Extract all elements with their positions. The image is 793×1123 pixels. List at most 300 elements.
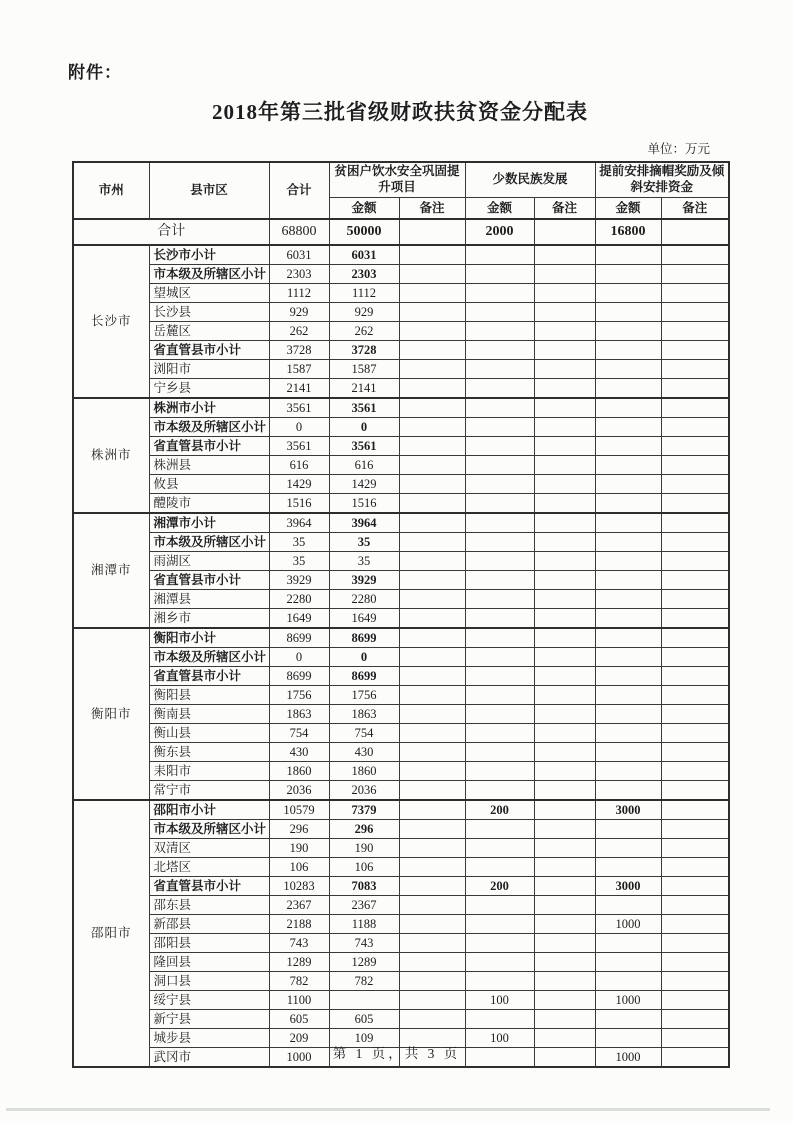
amount-cell [465,1010,534,1029]
header-note-3: 备注 [661,198,729,220]
note-cell [534,284,595,303]
total-cell: 2280 [269,590,329,609]
note-cell [399,762,465,781]
county-cell: 株洲县 [149,456,269,475]
city-cell: 长沙市 [73,245,149,398]
note-cell [534,609,595,629]
amount-cell [595,437,661,456]
note-cell [534,628,595,648]
amount-cell [465,456,534,475]
header-amount-3: 金额 [595,198,661,220]
amount-cell [595,245,661,265]
note-cell [399,628,465,648]
county-cell: 湘潭县 [149,590,269,609]
amount-cell: 1756 [329,686,399,705]
note-cell [534,590,595,609]
amount-cell: 1649 [329,609,399,629]
amount-cell: 35 [329,552,399,571]
note-cell [661,667,729,686]
table-row [73,437,729,456]
amount-cell [595,341,661,360]
table-body [73,219,729,1067]
note-cell [661,972,729,991]
table-row [73,781,729,801]
table-row [73,341,729,360]
amount-cell [465,743,534,762]
total-cell: 2367 [269,896,329,915]
total-cell: 68800 [269,219,329,245]
note-cell [661,303,729,322]
total-cell: 1100 [269,991,329,1010]
county-cell: 市本级及所辖区小计 [149,533,269,552]
table-row [73,360,729,379]
table-row [73,934,729,953]
note-cell [661,494,729,514]
table-row [73,705,729,724]
note-cell [399,360,465,379]
grand-total-label: 合计 [73,219,269,245]
amount-cell: 2280 [329,590,399,609]
note-cell [661,743,729,762]
table-row [73,284,729,303]
amount-cell: 929 [329,303,399,322]
table-row [73,800,729,820]
county-cell: 攸县 [149,475,269,494]
note-cell [661,915,729,934]
amount-cell: 1000 [595,915,661,934]
amount-cell [465,915,534,934]
note-cell [534,265,595,284]
amount-cell [595,494,661,514]
amount-cell: 16800 [595,219,661,245]
amount-cell [595,839,661,858]
note-cell [399,896,465,915]
amount-cell [465,628,534,648]
note-cell [534,953,595,972]
amount-cell: 3000 [595,800,661,820]
amount-cell: 1587 [329,360,399,379]
amount-cell [465,858,534,877]
note-cell [399,398,465,418]
note-cell [399,571,465,590]
amount-cell [465,398,534,418]
city-cell: 衡阳市 [73,628,149,800]
total-cell: 754 [269,724,329,743]
amount-cell: 190 [329,839,399,858]
note-cell [399,724,465,743]
county-cell: 醴陵市 [149,494,269,514]
note-cell [661,552,729,571]
note-cell [661,437,729,456]
table-row [73,628,729,648]
amount-cell [465,896,534,915]
note-cell [661,820,729,839]
county-cell: 宁乡县 [149,379,269,399]
note-cell [534,915,595,934]
note-cell [399,934,465,953]
amount-cell [465,552,534,571]
amount-cell [595,284,661,303]
note-cell [399,265,465,284]
amount-cell: 7083 [329,877,399,896]
total-cell: 3964 [269,513,329,533]
note-cell [399,839,465,858]
page-title: 2018年第三批省级财政扶贫资金分配表 [212,100,588,124]
note-cell [534,648,595,667]
note-cell [661,322,729,341]
amount-cell: 1516 [329,494,399,514]
note-cell [661,418,729,437]
amount-cell [465,609,534,629]
county-cell: 市本级及所辖区小计 [149,265,269,284]
amount-cell: 1000 [595,991,661,1010]
total-cell: 6031 [269,245,329,265]
note-cell [534,322,595,341]
table-row [73,322,729,341]
county-cell: 省直管县市小计 [149,437,269,456]
amount-cell: 35 [329,533,399,552]
note-cell [399,858,465,877]
table-row [73,1010,729,1029]
note-cell [399,877,465,896]
note-cell [661,571,729,590]
amount-cell: 743 [329,934,399,953]
county-cell: 衡南县 [149,705,269,724]
amount-cell [595,590,661,609]
county-cell: 邵阳县 [149,934,269,953]
amount-cell [465,781,534,801]
note-cell [399,494,465,514]
amount-cell: 1860 [329,762,399,781]
table-row [73,915,729,934]
unit-note: 单位：万元 [647,142,710,156]
note-cell [661,219,729,245]
amount-cell: 8699 [329,667,399,686]
table-row [73,245,729,265]
amount-cell [595,322,661,341]
amount-cell: 8699 [329,628,399,648]
total-cell: 0 [269,648,329,667]
table-row [73,533,729,552]
table-row [73,686,729,705]
note-cell [399,743,465,762]
county-cell: 衡阳县 [149,686,269,705]
amount-cell [465,284,534,303]
total-cell: 1860 [269,762,329,781]
total-cell: 209 [269,1029,329,1048]
header-group-water: 贫困户饮水安全巩固提升项目 [329,162,465,198]
amount-cell [595,475,661,494]
table-row [73,265,729,284]
note-cell [661,609,729,629]
note-cell [534,762,595,781]
table-row [73,839,729,858]
table-row [73,494,729,514]
note-cell [661,858,729,877]
total-cell: 1000 [269,1048,329,1068]
county-cell: 省直管县市小计 [149,877,269,896]
note-cell [661,839,729,858]
header-county: 县市区 [149,162,269,219]
note-cell [399,991,465,1010]
table-row [73,667,729,686]
note-cell [399,533,465,552]
amount-cell [465,360,534,379]
note-cell [399,953,465,972]
note-cell [661,379,729,399]
amount-cell: 6031 [329,245,399,265]
county-cell: 隆回县 [149,953,269,972]
header-note-2: 备注 [534,198,595,220]
note-cell [399,820,465,839]
note-cell [661,513,729,533]
note-cell [399,705,465,724]
note-cell [661,896,729,915]
note-cell [661,934,729,953]
amount-cell [595,1010,661,1029]
amount-cell [595,379,661,399]
header-total: 合计 [269,162,329,219]
amount-cell [595,456,661,475]
table-row [73,743,729,762]
total-cell: 1429 [269,475,329,494]
note-cell [661,877,729,896]
amount-cell: 1188 [329,915,399,934]
table-row [73,820,729,839]
note-cell [399,1010,465,1029]
note-cell [534,245,595,265]
county-cell: 绥宁县 [149,991,269,1010]
total-cell: 743 [269,934,329,953]
county-cell: 长沙市小计 [149,245,269,265]
amount-cell [595,743,661,762]
note-cell [534,800,595,820]
total-cell: 106 [269,858,329,877]
note-cell [534,552,595,571]
note-cell [661,533,729,552]
amount-cell [595,667,661,686]
amount-cell [465,724,534,743]
table-row [73,475,729,494]
note-cell [399,590,465,609]
note-cell [661,953,729,972]
total-cell: 1289 [269,953,329,972]
table-row [73,972,729,991]
page-number: 第 1 页，共 3 页 [332,1046,461,1061]
amount-cell: 100 [465,1029,534,1048]
note-cell [399,552,465,571]
note-cell [661,781,729,801]
amount-cell: 605 [329,1010,399,1029]
amount-cell: 2303 [329,265,399,284]
attachment-label: 附件： [68,63,122,82]
amount-cell: 1429 [329,475,399,494]
amount-cell [595,686,661,705]
note-cell [399,781,465,801]
amount-cell [465,379,534,399]
note-cell [534,494,595,514]
note-cell [661,762,729,781]
table-row [73,877,729,896]
header-amount-1: 金额 [329,198,399,220]
county-cell: 岳麓区 [149,322,269,341]
note-cell [661,590,729,609]
note-cell [661,1010,729,1029]
note-cell [399,379,465,399]
amount-cell [595,820,661,839]
county-cell: 省直管县市小计 [149,341,269,360]
amount-cell [595,265,661,284]
amount-cell: 1863 [329,705,399,724]
amount-cell: 3728 [329,341,399,360]
county-cell: 株洲市小计 [149,398,269,418]
county-cell: 浏阳市 [149,360,269,379]
amount-cell [595,571,661,590]
amount-cell [465,590,534,609]
county-cell: 城步县 [149,1029,269,1048]
note-cell [534,686,595,705]
total-cell: 296 [269,820,329,839]
allocation-table [72,161,730,1068]
note-cell [661,475,729,494]
amount-cell [465,513,534,533]
note-cell [534,896,595,915]
amount-cell [595,781,661,801]
county-cell: 长沙县 [149,303,269,322]
total-cell: 0 [269,418,329,437]
amount-cell [465,648,534,667]
county-cell: 耒阳市 [149,762,269,781]
header-group-reward: 提前安排摘帽奖励及倾斜安排资金 [595,162,729,198]
amount-cell [465,934,534,953]
total-cell: 2141 [269,379,329,399]
note-cell [661,456,729,475]
amount-cell: 109 [329,1029,399,1048]
county-cell: 市本级及所辖区小计 [149,648,269,667]
amount-cell [465,437,534,456]
amount-cell [465,341,534,360]
county-cell: 望城区 [149,284,269,303]
county-cell: 省直管县市小计 [149,667,269,686]
amount-cell: 3929 [329,571,399,590]
county-cell: 湘乡市 [149,609,269,629]
note-cell [534,398,595,418]
county-cell: 邵阳市小计 [149,800,269,820]
note-cell [399,341,465,360]
note-cell [534,1010,595,1029]
table-row [73,571,729,590]
note-cell [661,800,729,820]
amount-cell: 50000 [329,219,399,245]
grand-total-row [73,219,729,245]
table-row [73,991,729,1010]
header-amount-2: 金额 [465,198,534,220]
note-cell [534,533,595,552]
amount-cell [595,609,661,629]
amount-cell [595,398,661,418]
city-cell: 株洲市 [73,398,149,513]
note-cell [661,705,729,724]
table-row [73,379,729,399]
county-cell: 北塔区 [149,858,269,877]
amount-cell [465,265,534,284]
amount-cell [465,245,534,265]
county-cell: 邵东县 [149,896,269,915]
note-cell [661,628,729,648]
amount-cell [595,724,661,743]
note-cell [661,648,729,667]
note-cell [399,915,465,934]
note-cell [399,303,465,322]
amount-cell [465,303,534,322]
county-cell: 省直管县市小计 [149,571,269,590]
note-cell [399,609,465,629]
amount-cell: 0 [329,418,399,437]
note-cell [399,800,465,820]
amount-cell: 200 [465,877,534,896]
amount-cell [595,513,661,533]
total-cell: 3561 [269,398,329,418]
amount-cell: 782 [329,972,399,991]
amount-cell [465,686,534,705]
amount-cell: 2367 [329,896,399,915]
total-cell: 35 [269,533,329,552]
amount-cell [465,571,534,590]
note-cell [399,418,465,437]
county-cell: 衡东县 [149,743,269,762]
amount-cell [465,494,534,514]
note-cell [661,265,729,284]
amount-cell: 7379 [329,800,399,820]
note-cell [534,839,595,858]
amount-cell [595,934,661,953]
amount-cell [465,820,534,839]
note-cell [399,437,465,456]
total-cell: 262 [269,322,329,341]
note-cell [661,724,729,743]
total-cell: 190 [269,839,329,858]
header-city: 市州 [73,162,149,219]
note-cell [399,667,465,686]
amount-cell: 1000 [595,1048,661,1068]
note-cell [534,820,595,839]
amount-cell [465,762,534,781]
note-cell [661,245,729,265]
table-row [73,513,729,533]
amount-cell [465,839,534,858]
amount-cell: 100 [465,991,534,1010]
note-cell [399,648,465,667]
note-cell [534,571,595,590]
note-cell [399,972,465,991]
note-cell [534,303,595,322]
note-cell [534,667,595,686]
county-cell: 双清区 [149,839,269,858]
amount-cell: 0 [329,648,399,667]
table-row [73,724,729,743]
amount-cell [595,552,661,571]
amount-cell [465,322,534,341]
county-cell: 洞口县 [149,972,269,991]
amount-cell: 3000 [595,877,661,896]
amount-cell [595,953,661,972]
note-cell [534,743,595,762]
amount-cell [595,418,661,437]
county-cell: 新宁县 [149,1010,269,1029]
city-cell: 邵阳市 [73,800,149,1067]
table-row [73,303,729,322]
amount-cell [465,667,534,686]
